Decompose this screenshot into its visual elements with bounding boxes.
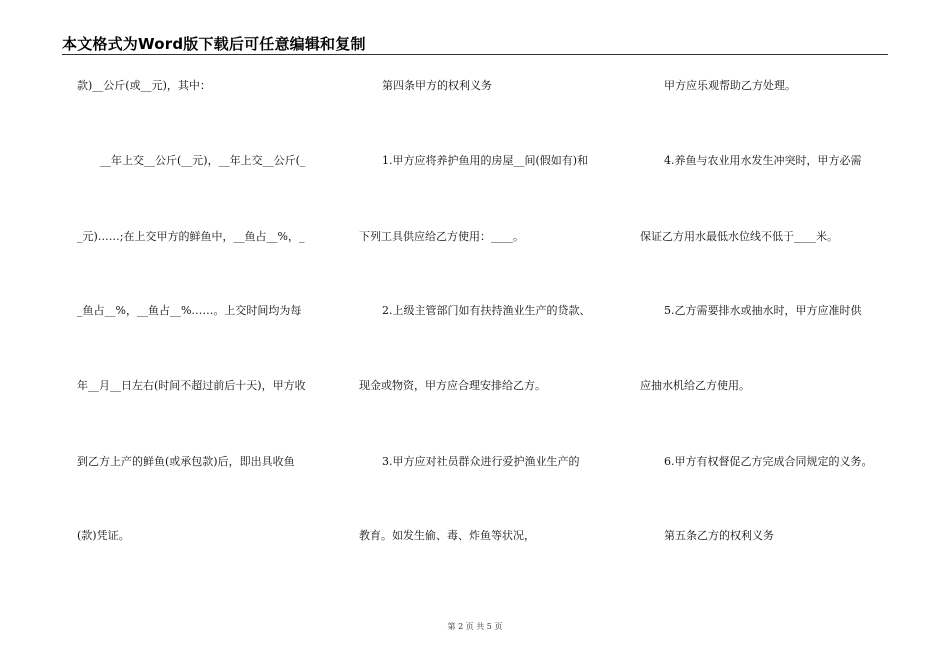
text-line: 年__月__日左右(时间不超过前后十天)，甲方收: [77, 379, 306, 392]
text-line: (款)凭证。: [77, 529, 130, 542]
text-line: __年上交__公斤(__元)，__年上交__公斤(_: [100, 154, 306, 167]
text-line: 到乙方上产的鲜鱼(或承包款)后，即出具收鱼: [77, 455, 295, 468]
section-heading: 第五条乙方的权利义务: [664, 529, 774, 542]
text-line: _鱼占__%，__鱼占__%……。上交时间均为每: [77, 304, 302, 317]
page-number: 第 2 页 共 5 页: [447, 622, 503, 631]
text-line: _元)……;在上交甲方的鲜鱼中，__鱼占__%，_: [77, 230, 305, 243]
text-line: 应抽水机给乙方使用。: [640, 379, 750, 392]
document-header-title: 本文格式为Word版下载后可任意编辑和复制: [62, 35, 366, 53]
text-line: 5.乙方需要排水或抽水时，甲方应准时供: [664, 304, 862, 317]
section-heading: 第四条甲方的权利义务: [382, 79, 492, 92]
text-line: 2.上级主管部门如有扶持渔业生产的贷款、: [382, 304, 591, 317]
text-line: 下列工具供应给乙方使用：____。: [359, 230, 524, 243]
text-line: 教育。如发生偷、毒、炸鱼等状况，: [359, 529, 535, 542]
text-column-1: [0, 0, 330, 672]
text-column-2: [330, 0, 630, 672]
text-line: 现金或物资，甲方应合理安排给乙方。: [359, 379, 546, 392]
text-line: 款)__公斤(或__元)，其中：: [77, 79, 211, 92]
text-line: 3.甲方应对社员群众进行爱护渔业生产的: [382, 455, 580, 468]
text-line: 4.养鱼与农业用水发生冲突时，甲方必需: [664, 154, 862, 167]
text-line: 甲方应乐观帮助乙方处理。: [664, 79, 796, 92]
text-column-3: [630, 0, 950, 672]
text-line: 1.甲方应将养护鱼用的房屋__间(假如有)和: [382, 154, 589, 167]
text-line: 保证乙方用水最低水位线不低于____米。: [640, 230, 838, 243]
text-line: 6.甲方有权督促乙方完成合同规定的义务。: [664, 455, 873, 468]
